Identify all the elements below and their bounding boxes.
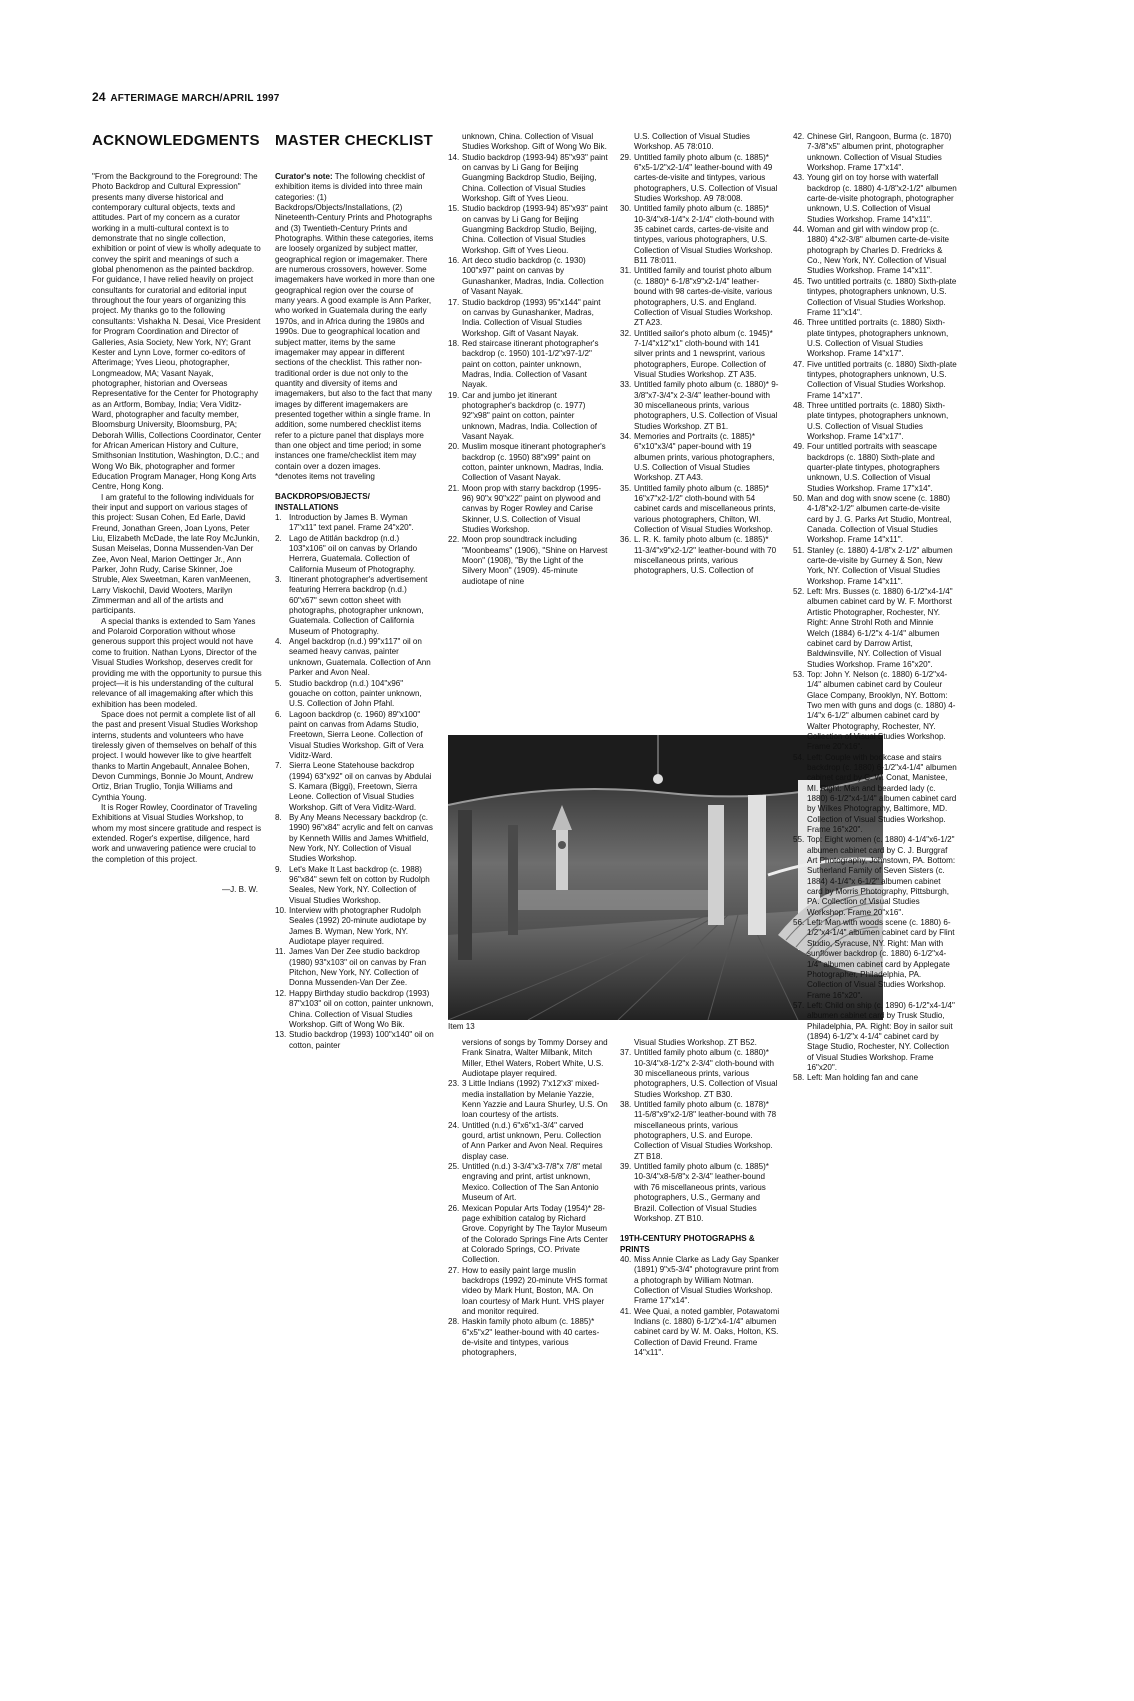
checklist-items-col5 <box>793 132 958 1084</box>
checklist-item: 6. Lagoon backdrop (c. 1960) 89"x100" paint on canvas from Adams Studio, Freetown, Sierra Leone. Collection of Visual Studies Workshop. Gift of Vera Viditz-Ward. <box>275 709 424 760</box>
checklist-items-col4-bottom <box>620 1048 780 1224</box>
checklist-item: 16. Art deco studio backdrop (c. 1930) 100"x97" paint on canvas by Gunashanker, Madras, India. Collection of Vasant Nayak. <box>448 256 604 297</box>
checklist-item: 27. How to easily paint large muslin backdrops (1992) 20-minute VHS format video by Mark Hunt, Boston, MA. On loan courtesy of Mark Hunt. VHS player and monitor required. <box>448 1265 608 1316</box>
checklist-item: 42. Chinese Girl, Rangoon, Burma (c. 1870) 7-3/8"x5" albumen print, photographer unknown. Collection of Visual Studies Workshop. Frame 17"x14". <box>793 132 952 173</box>
checklist-items-col3-top <box>448 153 608 587</box>
acknowledgments-column <box>92 132 262 1592</box>
checklist-item: 7. Sierra Leone Statehouse backdrop (1994) 63"x92" oil on canvas by Abdulai S. Kamara (Biggi), Freetown, Sierra Leone. Collection of Visual Studies Workshop. Gift of Vera Viditz-Ward. <box>275 761 432 812</box>
checklist-item: 17. Studio backdrop (1993) 95"x144" paint on canvas by Gunashanker, Madras, India. Collection of Visual Studies Workshop. Gift of Vasant Nayak. <box>448 297 601 338</box>
page-number: 24 <box>92 90 106 104</box>
checklist-heading: MASTER CHECKLIST <box>275 132 434 149</box>
signature: —J. B. W. <box>222 885 258 895</box>
checklist-item: 36. L. R. K. family photo album (c. 1885)* 11-3/4"x9"x2-1/2" leather-bound with 70 miscellaneous prints, various photographers, U.S. Collection of <box>620 535 777 576</box>
checklist-item: 14. Studio backdrop (1993-94) 85"x93" paint on canvas by Li Gang for Beijing Guangming Backdrop Studio, Beijing, China. Collection of Visual Studies Workshop. Gift of Yves Lieou. <box>448 152 608 204</box>
checklist-item: 49. Four untitled portraits with seascape backdrops (c. 1880) Sixth-plate and quarter-plate tintypes, photographers unknown, U.S. Collection of Visual Studies Workshop. Frame 17"x14". <box>793 442 940 493</box>
checklist-column-2-bottom <box>448 1038 608 1518</box>
figure-caption: Item 13 <box>448 1022 475 1031</box>
ack-paragraph: Space does not permit a complete list of all the past and present Visual Studies Workshop interns, students and volunteers who have tirelessly given of themselves on behalf of this project. I would however like to give heartfelt thanks to Martin Angebault, Annalee Bohen, Devon Cummings, Bonnie Jo Mount, Andrew Ortiz, Brian Truglio, Tonjia Williams and Cynthia Young. <box>92 709 258 802</box>
checklist-item: 39. Untitled family photo album (c. 1885)* 10-3/4"x8-5/8"x 2-3/4" leather-bound with 76 miscellaneous prints, various photographers, U.S., Germany and Brazil. Collection of Visual Studies Workshop. ZT B10. <box>620 1162 769 1223</box>
checklist-item: 37. Untitled family photo album (c. 1880)* 10-3/4"x8-1/2"x 2-3/4" cloth-bound with 30 miscellaneous prints, various photographers, U.S. Collection of Visual Studies Workshop. ZT B30. <box>620 1048 778 1099</box>
checklist-item: 53. Top: John Y. Nelson (c. 1880) 6-1/2"x4-1/4" albumen cabinet card by Couleur Glace Company, Brooklyn, NY. Bottom: Two men with guns and dogs (c. 1880) 4-1/4"x 6-1/2" albumen cabinet card by Walter Photography, Rochester, NY. Collection of Visual Studies Workshop. Frame 20"x16". <box>793 669 956 752</box>
checklist-item: 13. Studio backdrop (1993) 100"x140" oil on cotton, painter <box>275 1030 434 1050</box>
checklist-item: 33. Untitled family photo album (c. 1880)* 9-3/8"x7-3/4"x 2-3/4" leather-bound with 30 miscellaneous prints, various photographers, U.S. Collection of Visual Studies Workshop. ZT B1. <box>620 380 779 431</box>
section-heading-backdrops: BACKDROPS/OBJECTS/ INSTALLATIONS <box>275 492 370 512</box>
checklist-item: 11. James Van Der Zee studio backdrop (1980) 93"x103" oil on canvas by Fran Pitchon, New York, NY. Collection of Donna Mussenden-Van Der Zee. <box>275 947 427 988</box>
traveling-note: *denotes items not traveling <box>275 471 375 481</box>
checklist-item: 9. Let's Make It Last backdrop (c. 1988) 96"x84" sewn felt on cotton by Rudolph Seales, New York, NY. Collection of Visual Studies Workshop. <box>275 864 430 905</box>
checklist-item: 24. Untitled (n.d.) 6"x6"x1-3/4" carved gourd, artist unknown, Peru. Collection of Ann Parker and Avon Neal. Requires display case. <box>448 1120 603 1161</box>
checklist-item: 2. Lago de Atitlán backdrop (n.d.) 103"x106" oil on canvas by Orlando Herrera, Guatemala. Collection of California Museum of Photography. <box>275 533 418 574</box>
continued-text: U.S. Collection of Visual Studies Workshop. A5 78:010. <box>634 132 750 152</box>
ack-paragraph: "From the Background to the Foreground: The Photo Backdrop and Cultural Expression" presents many diverse historical and contemporary cultural objects, texts and attitudes. Part of my concern as a curator working in a multi-cultural context is to demonstrate that no single collection, exhibition or point of view is wholly adequate to convey the spirit and meanings of such a global phenomenon as the painted backdrop. For guidance, I have relied heavily on project consultants for curatorial and editorial input throughout the four years of organizing this project. My thanks go to the following consultants: Vishakha N. Desai, Vice President for Program Coordination and Director of Galleries, Asia Society, New York, NY; Grant Kester and Lynn Love, former co-editors of Afterimage; Yves Lieou, photographer, Longmeadow, MA; Vasant Nayak, photographer, historian and Overseas Representative for the Center for Photography as an Artform, Bombay, India; Vera Viditz-Ward, photographer and faculty member, Bloomsburg University, Bloomsburg, PA; Deborah Willis, Collections Coordinator, Center for African American History and Culture, Smithsonian Institution, Washington, D.C.; and Wong Wo Bik, photographer and former Education Program Manager, Hong Kong Arts Centre, Hong Kong. <box>92 172 262 492</box>
checklist-item: 56. Left: Man with woods scene (c. 1880) 6-1/2"x4-1/4" albumen cabinet card by Flint Studio, Syracuse, NY. Right: Man with sunflower backdrop (c. 1880) 6-1/2"x4-1/4" albumen cabinet card by Applegate Photographer, Philadelphia, PA. Collection of Visual Studies Workshop. Frame 16"x20". <box>793 918 955 1000</box>
acknowledgments-heading: ACKNOWLEDGMENTS <box>92 132 260 149</box>
checklist-item: 30. Untitled family photo album (c. 1885)* 10-3/4"x8-1/4"x 2-1/4" cloth-bound with 35 cabinet cards, cartes-de-visite and tintypes, various photographers, U.S. Collection of Visual Studies Workshop. B11 78:011. <box>620 204 774 266</box>
checklist-item: 32. Untitled sailor's photo album (c. 1945)* 7-1/4"x12"x1" cloth-bound with 141 silver prints and 1 newsprint, various photographers, Europe. Collection of Visual Studies Workshop. ZT A35. <box>620 328 773 379</box>
publication-line: AFTERIMAGE MARCH/APRIL 1997 <box>110 93 280 104</box>
checklist-item: 46. Three untitled portraits (c. 1880) Sixth-plate tintypes, photographers unknown, U.S. Collection of Visual Studies Workshop. Frame 14"x17". <box>793 318 949 359</box>
checklist-item: 18. Red staircase itinerant photographer's backdrop (c. 1950) 101-1/2"x97-1/2" paint on cotton, painter unknown, Madras, India. Collection of Vasant Nayak. <box>448 338 599 390</box>
checklist-item: 55. Top: Eight women (c. 1880) 4-1/4"x6-1/2" albumen cabinet card by C. J. Burggraf Art Photography, Johnstown, PA. Bottom: Sutherland Family of Seven Sisters (c. 1884) 4-1/4"x 6-1/2" albumen cabinet card by Morris Photography, Pittsburgh, PA. Collection of Visual Studies Workshop. Frame 20"x16". <box>793 835 956 917</box>
checklist-item: 38. Untitled family photo album (c. 1878)* 11-5/8"x9"x2-1/8" leather-bound with 78 miscellaneous prints, various photographers, U.S. and Europe. Collection of Visual Studies Workshop. ZT B18. <box>620 1100 777 1161</box>
checklist-item: 31. Untitled family and tourist photo album (c. 1880)* 6-1/8"x9"x2-1/4" leather-bound with 98 cartes-de-visite, various photographers, U.S. and England. Collection of Visual Studies Workshop. ZT A23. <box>620 266 773 328</box>
checklist-item: 15. Studio backdrop (1993-94) 85"x93" paint on canvas by Li Gang for Beijing Guangming Backdrop Studio, Beijing, China. Collection of Visual Studies Workshop. Gift of Yves Lieou. <box>448 204 608 255</box>
checklist-items-col4-top <box>620 153 780 577</box>
checklist-column-3-bottom <box>620 1038 780 1518</box>
checklist-item: 29. Untitled family photo album (c. 1885)* 6"x5-1/2"x2-1/4" leather-bound with 49 cartes-de-visite and tintypes, various photographers, U.S. Collection of Visual Studies Workshop. A9 78:008. <box>620 152 778 204</box>
checklist-item: 22. Moon prop soundtrack including "Moonbeams" (1906), "Shine on Harvest Moon" (1908), "By the Light of the Silvery Moon" (1909). 45-minute audiotape of nine <box>448 535 608 586</box>
checklist-item: 40. Miss Annie Clarke as Lady Gay Spanker (1891) 9"x5-3/4" photogravure print from a photograph by William Notman. Collection of Visual Studies Workshop. Frame 17"x14". <box>620 1254 779 1306</box>
checklist-item: 35. Untitled family photo album (c. 1885)* 16"x7"x2-1/2" cloth-bound with 54 cabinet cards and miscellaneous prints, various photographers, Chilton, WI. Collection of Visual Studies Workshop. <box>620 483 776 535</box>
checklist-item: 34. Memories and Portraits (c. 1885)* 6"x10"x3/4" paper-bound with 19 albumen prints, various photographers, U.S. Collection of Visual Studies Workshop. ZT A43. <box>620 431 775 483</box>
checklist-item: 5. Studio backdrop (n.d.) 104"x96" gouache on cotton, painter unknown, U.S. Collection of John Pfahl. <box>275 678 422 709</box>
checklist-item: 12. Happy Birthday studio backdrop (1993) 87"x103" oil on cotton, painter unknown, China. Collection of Visual Studies Workshop. Gift of Wong Wo Bik. <box>275 988 434 1029</box>
checklist-column-2-top <box>448 132 608 730</box>
checklist-item: 52. Left: Mrs. Busses (c. 1880) 6-1/2"x4-1/4" albumen cabinet card by W. F. Morthorst Artistic Photographer, Rochester, NY. Right: Anne Strohl Roth and Minnie Welch (1884) 6-1/2"x 4-1/4" albumen cabinet card by Darrow Artist, Baldwinsville, NY. Collection of Visual Studies Workshop. Frame 16"x20". <box>793 587 953 669</box>
checklist-item: 25. Untitled (n.d.) 3-3/4"x3-7/8"x 7/8" metal engraving and print, artist unknown, Mexico. Collection of The San Antonio Museum of Art. <box>448 1162 602 1203</box>
checklist-item: 44. Woman and girl with window prop (c. 1880) 4"x2-3/8" albumen carte-de-visite photograph by Charles D. Fredricks & Co., New York, NY. Collection of Visual Studies Workshop. Frame 14"x11". <box>793 225 950 276</box>
checklist-item: 26. Mexican Popular Arts Today (1954)* 28-page exhibition catalog by Richard Grove. Copyright by The Taylor Museum of the Colorado Springs Fine Arts Center at Colorado Springs, CO. Private Collection. <box>448 1203 608 1265</box>
ack-paragraph: A special thanks is extended to Sam Yanes and Polaroid Corporation without whose generous support this project would not have come to fruition. Nathan Lyons, Director of the Visual Studies Workshop, deserves credit for providing me with the opportunity to pursue this project—it is his understanding of the cultural relevance of all imagemaking after which this exhibition has been modeled. <box>92 616 262 709</box>
continued-text: versions of songs by Tommy Dorsey and Frank Sinatra, Walter Milbank, Mitch Miller, Ethel Waters, Robert White, U.S. Audiotape player required. <box>462 1038 608 1079</box>
checklist-item: 41. Wee Quai, a noted gambler, Potawatomi Indians (c. 1880) 6-1/2"x4-1/4" albumen cabinet card by W. M. Oaks, Holton, KS. Collection of David Freund. Frame 14"x11". <box>620 1306 780 1357</box>
checklist-item: 10. Interview with photographer Rudolph Seales (1992) 20-minute audiotape by James B. Wyman, New York, NY. Audiotape player required. <box>275 906 427 947</box>
running-header <box>92 90 280 104</box>
checklist-column-3-top <box>620 132 780 730</box>
curator-note-text: The following checklist of exhibition items is divided into three main categories: (1) Backdrops/Objects/Installations, (2) Nineteenth-Century Prints and Photographs and (3) Twentieth-Century Prints and Photographs. Within these categories, items are loosely organized by subject matter, geographical region or imagemaker. There are numerous crossovers, however. Some imagemakers have worked in more than one geographical region over the course of many years. A good example is Ann Parker, who worked in Guatemala during the early 1970s, and in Africa during the 1980s and 1990s. Due to geographical location and subject matter, items by the same imagemaker may appear in different sections of the checklist. This rather non-traditional order is due not only to the quantity and diversity of items and imagemakers, but also to the fact that many images by different imagemakers are presented together within a single frame. In addition, some numbered checklist items refer to a picture panel that displays more than one object and time period; in some instances one frame/checklist item may contain over a dozen images. <box>275 172 435 471</box>
checklist-items-col2 <box>275 513 435 1051</box>
continued-text: Visual Studies Workshop. ZT B52. <box>634 1038 757 1047</box>
checklist-item: 43. Young girl on toy horse with waterfall backdrop (c. 1880) 4-1/8"x2-1/2" albumen carte-de-visite photograph, photographer unknown, U.S. Collection of Visual Studies Workshop. Frame 14"x11". <box>793 173 957 224</box>
ack-paragraph: It is Roger Rowley, Coordinator of Traveling Exhibitions at Visual Studies Workshop, to whom my most sincere gratitude and respect is extended. Roger's expertise, diligence, hard work and unwavering patience were crucial to the completion of this project. <box>92 802 262 864</box>
checklist-item: 4. Angel backdrop (n.d.) 99"x117" oil on seamed heavy canvas, painter unknown, Guatemala. Collection of Ann Parker and Avon Neal. <box>275 637 431 678</box>
section-heading-19th-century: 19TH-CENTURY PHOTOGRAPHS & PRINTS <box>620 1234 755 1254</box>
checklist-item: 51. Stanley (c. 1880) 4-1/8"x 2-1/2" albumen carte-de-visite by Gurney & Son, New York, NY. Collection of Visual Studies Workshop. Frame 14"x11". <box>793 545 953 586</box>
checklist-item: 19. Car and jumbo jet itinerant photographer's backdrop (c. 1977) 92"x98" paint on cotton, painter unknown, Madras, India. Collection of Vasant Nayak. <box>448 390 597 441</box>
checklist-items-col4-section2 <box>620 1255 780 1358</box>
checklist-item: 48. Three untitled portraits (c. 1880) Sixth-plate tintypes, photographers unknown, U.S. Collection of Visual Studies Workshop. Frame 14"x17". <box>793 400 949 441</box>
checklist-item: 28. Haskin family photo album (c. 1885)* 6"x5"x2" leather-bound with 40 cartes-de-visite and tintypes, various photographers, <box>448 1317 600 1358</box>
checklist-item: 23. 3 Little Indians (1992) 7'x12'x3' mixed-media installation by Melanie Yazzie, Kenn Yazzie and Laura Shurley, U.S. On loan courtesy of the artists. <box>448 1079 608 1120</box>
continued-text: unknown, China. Collection of Visual Studies Workshop. Gift of Wong Wo Bik. <box>462 132 607 152</box>
checklist-item: 45. Two untitled portraits (c. 1880) Sixth-plate tintypes, photographers unknown, U.S. Collection of Visual Studies Workshop. Frame 11"x14". <box>793 276 957 317</box>
checklist-column-4 <box>793 132 958 1552</box>
checklist-item: 20. Muslim mosque itinerant photographer's backdrop (c. 1950) 88"x99" paint on cotton, painter unknown, Madras, India. Collection of Vasant Nayak. <box>448 442 606 483</box>
checklist-item: 54. Left: Couple with bookcase and stairs backdrop (c. 1880) 6-1/2"x4-1/4" albumen cabinet card by C. W. Conat, Manistee, MI. Right: Man and bearded lady (c. 1880) 6-1/2"x4-1/4" albumen cabinet card by Wilkes Photography, Baltimore, MD. Collection of Visual Studies Workshop. Frame 16"x20". <box>793 752 957 835</box>
checklist-item: 50. Man and dog with snow scene (c. 1880) 4-1/8"x2-1/2" albumen carte-de-visite card by J. G. Parks Art Studio, Montreal, Canada. Collection of Visual Studies Workshop. Frame 14"x11". <box>793 494 952 545</box>
checklist-item: 21. Moon prop with starry backdrop (1995-96) 90"x 90"x22" paint on plywood and canvas by Roger Rowley and Carise Skinner, U.S. Collection of Visual Studies Workshop. <box>448 483 602 535</box>
curator-note-label: Curator's note: <box>275 172 333 181</box>
checklist-item: 58. Left: Man holding fan and cane <box>793 1073 919 1083</box>
checklist-item: 57. Left: Child on ship (c. 1890) 6-1/2"x4-1/4" albumen cabinet card by Trusk Studio, Philadelphia, PA. Right: Boy in sailor suit (1894) 6-1/2"x 4-1/4" cabinet card by Stage Studio, Rochester, NY. Collection of Visual Studies Workshop. Frame 16"x20". <box>793 1000 955 1072</box>
checklist-item: 3. Itinerant photographer's advertisement featuring Herrera backdrop (n.d.) 60"x67" sewn cotton sheet with photographs, photographer unknown, Guatemala. Collection of California Museum of Photography. <box>275 575 428 636</box>
checklist-item: 47. Five untitled portraits (c. 1880) Sixth-plate tintypes, photographers unknown, U.S. Collection of Visual Studies Workshop. Frame 14"x17". <box>793 359 957 400</box>
ack-paragraph: I am grateful to the following individuals for their input and support on various stages of this project: Susan Cohen, Ed Earle, David Freund, Jonathan Green, Joan Lyons, Peter Liu, Elizabeth McDade, the late Roy McJunkin, Susan Meiselas, Donna Mussenden-Van Der Zee, Avon Neal, Marion Oettinger Jr., Ann Parker, John Rudy, Carise Skinner, Joe Struble, Alex Sweetman, Karen vanMeenen, Larry Viskochil, David Wooters, Marilyn Zimmerman and all of the artists and participants. <box>92 492 260 616</box>
checklist-item: 1. Introduction by James B. Wyman 17"x11" text panel. Frame 24"x20". <box>275 513 414 533</box>
checklist-items-col3-bottom <box>448 1079 608 1358</box>
curator-note <box>275 172 435 472</box>
checklist-column-1 <box>275 132 435 1592</box>
checklist-item: 8. By Any Means Necessary backdrop (c. 1990) 96"x84" acrylic and felt on canvas by Kenneth Willis and James Whitfield, New York, NY. Collection of Visual Studies Workshop. <box>275 812 433 864</box>
